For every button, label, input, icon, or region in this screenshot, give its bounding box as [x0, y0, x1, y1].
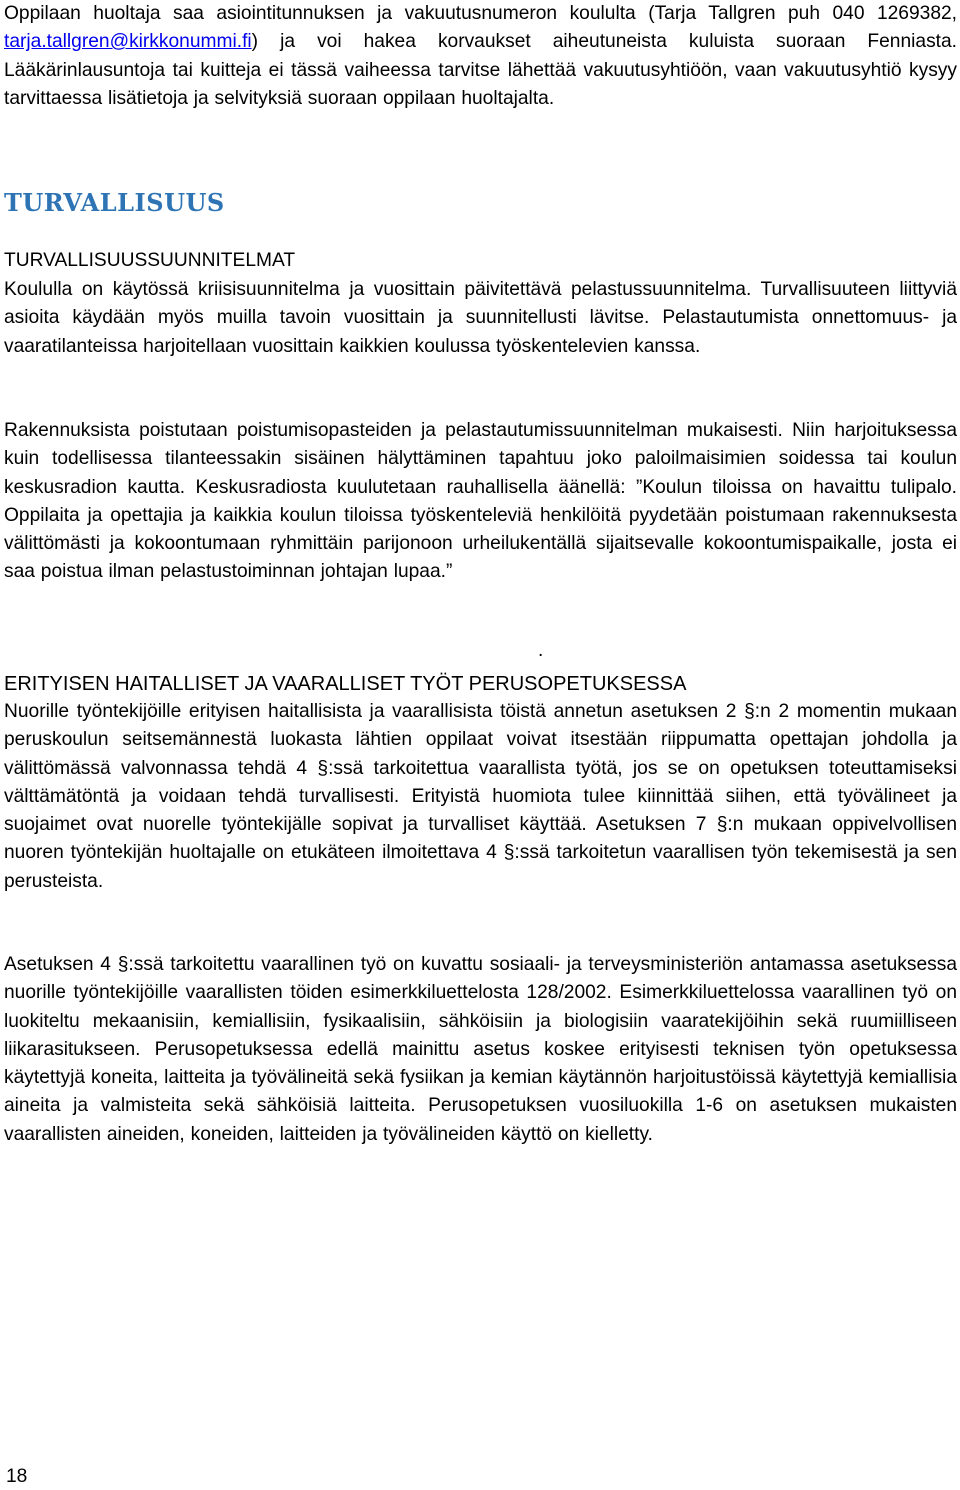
hazardous-work-paragraph-2: Asetuksen 4 §:ssä tarkoitettu vaarallinen työ on kuvattu sosiaali- ja terveysministeriön antamassa asetuksessa nuorille työntekijöille vaarallisten töiden esimerkkiluettelosta 128/2002. Esimerkkiluettelossa vaarallinen työ on luokiteltu mekaanisiin, kemiallisiin, fysikaalisiin, sähköisiin ja biologisiin vaaratekijöihin sekä ruumiilliseen liikarasitukseen. Perusopetuksessa edellä mainittu asetus koskee erityisesti teknisen työn opetuksessa käytettyjä koneita, laitteita ja työvälineitä sekä fysiikan ja kemian käytännön harjoitustöissä käytettyjä kemiallisia aineita ja valmisteita sekä sähköisiä laitteita. Perusopetuksen vuosiluokilla 1-6 on asetuksen mukaisten vaarallisten aineiden, koneiden, laitteiden ja työvälineiden käyttö on kielletty.: [4, 954, 957, 1145]
intro-paragraph: [4, 0, 957, 113]
evacuation-paragraph: Rakennuksista poistutaan poistumisopasteiden ja pelastautumissuunnitelman mukaisesti. Niin harjoituksessa kuin todellisessa tilanteessakin sisäinen hälyttäminen tapahtuu joko paloilmaisimien soidessa tai koulun keskusradion kautta. Keskusradiosta kuulutetaan rauhallisella äänellä: ”Koulun tiloissa on havaittu tulipalo. Oppilaita ja opettajia ja kaikkia koulun tiloissa työskenteleviä henkilöitä pyydetään poistumaan rakennuksesta välittömästi ja kokoontumaan ryhmittäin parijonoon urheilukentällä sijaitsevalle kokoontumispaikalle, josta ei saa poistua ilman pelastustoiminnan johtajan lupaa.”: [4, 420, 957, 583]
intro-text-after-link: ) ja voi hakea korvaukset aiheutuneista kuluista suoraan Fenniasta. Lääkärinlausuntoja tai kuitteja ei tässä vaiheessa tarvitse lähettää vakuutusyhtiöön, vaan vakuutusyhtiö kysyy tarvittaessa lisätietoja ja selvityksiä suoraan oppilaan huoltajalta.: [4, 31, 957, 109]
intro-text-before-link: Oppilaan huoltaja saa asiointitunnuksen ja vakuutusnumeron koululta (Tarja Tallgren puh 040 1269382,: [4, 3, 957, 24]
email-link[interactable]: tarja.tallgren@kirkkonummi.fi: [4, 31, 252, 53]
hazardous-work-heading: ERITYISEN HAITALLISET JA VAARALLISET TYÖT PERUSOPETUKSESSA: [4, 673, 687, 695]
section-heading-safety: TURVALLISUUS: [4, 188, 225, 217]
stray-dot: .: [538, 640, 544, 661]
safety-plans-paragraph: Koululla on käytössä kriisisuunnitelma ja vuosittain päivitettävä pelastussuunnitelma. Turvallisuuteen liittyviä asioita käydään myös muilla tavoin vuosittain ja suunnitellusti lävitse. Pelastautumista onnettomuus- ja vaaratilanteissa harjoitellaan vuosittain kaikkien koulussa työskentelevien kanssa.: [4, 279, 957, 357]
safety-plans-heading: TURVALLISUUSSUUNNITELMAT: [4, 250, 296, 271]
hazardous-work-paragraph-1: Nuorille työntekijöille erityisen haitallisista ja vaarallisista töistä annetun asetuksen 2 §:n 2 momentin mukaan peruskoulun seitsemännestä luokasta lähtien oppilaat voivat itsestään riippumatta opettajan johdolla ja välittömässä valvonnassa tehdä 4 §:ssä tarkoitettua vaarallista työtä, jos se on opetuksen toteuttamiseksi välttämätöntä ja voidaan tehdä turvallisesti. Erityistä huomiota tulee kiinnittää siihen, että työvälineet ja suojaimet ovat nuorelle työntekijälle sopivat ja turvalliset käyttää. Asetuksen 7 §:n mukaan oppivelvollisen nuoren työntekijän huoltajalle on etukäteen ilmoitettava 4 §:ssä tarkoitetun vaarallisen työn tekemisestä ja sen perusteista.: [4, 701, 957, 892]
page-number: 18: [6, 1466, 28, 1487]
